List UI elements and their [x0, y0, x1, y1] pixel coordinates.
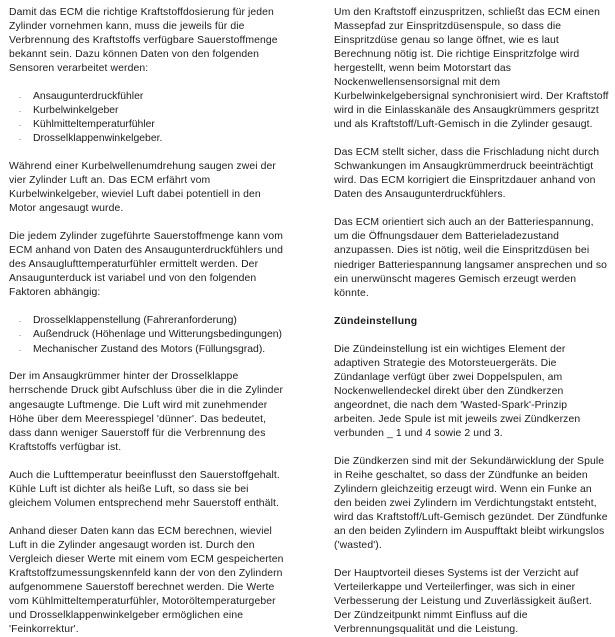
paragraph-line: Der Hauptvorteil dieses Systems ist der Verzicht auf	[334, 567, 579, 579]
paragraph-ecm-kraftstoffdosierung	[9, 6, 314, 76]
section-heading-line: Zündeinstellung	[334, 315, 418, 327]
paragraph-line: Kurbelwinkelgebersignal synchronisiert wird. Der Kraftstoff	[334, 91, 609, 103]
bullet-point-icon: ·	[18, 92, 22, 103]
paragraph-line: Der im Ansaugkrümmer hinter der Drosselklappe	[9, 371, 239, 383]
list-item-label: Kühlmitteltemperaturfühler	[33, 119, 155, 131]
paragraph-line: Zündanlage verfügt über zwei Doppelspulen, am	[334, 371, 563, 383]
paragraph-line: Sensoren verarbeitet werden:	[9, 63, 149, 75]
paragraph-line: Während einer Kurbelwellenumdrehung saugen zwei der	[9, 161, 276, 173]
paragraph-line: Zylindern gleichzeitig erzeugt wird. Wenn ein Funke an	[334, 483, 592, 495]
paragraph-line: vier Zylinder Luft an. Das ECM erfährt vom	[9, 175, 211, 187]
paragraph-line: und Drosselklappenwinkelgeber ermöglichen eine	[9, 609, 244, 621]
paragraph-line: und als Kraftstoff/Luft-Gemisch in die Zylinder gesaugt.	[334, 119, 593, 131]
bullet-point-icon: ·	[18, 134, 22, 145]
list-item-label: Außendruck (Höhenlage und Witterungsbedingungen)	[33, 329, 282, 341]
bullet-list-faktoren	[9, 314, 314, 356]
paragraph-line: angesaugte Luftmenge. Die Luft wird mit zunehmender	[9, 399, 268, 411]
paragraph-kurbelwellenumdrehung	[9, 160, 314, 216]
paragraph-line: Damit das ECM die richtige Kraftstoffdosierung für jeden	[9, 7, 274, 18]
paragraph-line: Einspritzdüse genau so lange öffnet, wie es laut	[334, 35, 559, 47]
bullet-list-sensoren	[9, 90, 314, 146]
paragraph-frischladung	[334, 146, 610, 202]
paragraph-line: Kraftstoffs verfügbar ist.	[9, 441, 122, 453]
heading-zuendeinstellung	[334, 315, 610, 329]
paragraph-line: Faktoren abhängig:	[9, 287, 101, 299]
paragraph-line: wird in die Einlasskanäle des Ansaugkrümmers gespritzt	[334, 105, 599, 117]
paragraph-line: verbunden _ 1 und 4 sowie 2 und 3.	[334, 427, 503, 439]
list-item	[9, 328, 314, 342]
paragraph-line: wird. Das ECM korrigiert die Einspritzdauer anhand von	[334, 175, 596, 187]
paragraph-line: ('wasted').	[334, 540, 382, 551]
paragraph-feinkorrektur	[9, 525, 314, 637]
list-item	[9, 90, 314, 104]
paragraph-line: Ansaugunterduck ist variabel und von den folgenden	[9, 273, 257, 285]
paragraph-line: könnte.	[334, 287, 369, 299]
paragraph-line: gleichem Volumen entsprechend mehr Sauerstoff enthält.	[9, 497, 279, 509]
paragraph-line: herrschende Druck gibt Aufschluss über die in die Zylinder	[9, 385, 284, 397]
paragraph-line: Vergleich dieser Werte mit einem vom ECM gespeicherten	[9, 553, 284, 565]
paragraph-line: Nockenwellensensorsignal mit dem	[334, 77, 501, 89]
bullet-point-icon: ·	[18, 120, 22, 131]
paragraph-line: Kraftstoffzumessungskennfeld kann der von den Zylindern	[9, 567, 283, 579]
paragraph-zuendkerzen-reihe	[334, 455, 610, 553]
paragraph-line: um die Öffnungsdauer dem Batterieladezustand	[334, 231, 560, 243]
paragraph-einspritzung	[334, 6, 610, 132]
paragraph-line: wird das Kraftstoff/Luft-Gemisch gezündet. Der Zündfunke	[334, 511, 608, 523]
paragraph-line: Die Zündkerzen sind mit der Sekundärwicklung der Spule	[334, 455, 605, 467]
list-item	[9, 104, 314, 118]
paragraph-line: Massepfad zur Einspritzdüsenspule, so dass die	[334, 21, 562, 33]
paragraph-line: Die Zündeinstellung ist ein wichtiges Element der	[334, 343, 566, 355]
list-item	[9, 132, 314, 146]
paragraph-line: Luft in die Zylinder angesaugt worden ist. Durch den	[9, 539, 255, 551]
paragraph-line: Die jedem Zylinder zugeführte Sauerstoffmenge kann vom	[9, 231, 283, 243]
paragraph-line: Das ECM orientiert sich auch an der Batteriespannung,	[334, 217, 594, 229]
paragraph-line: des Ansauglufttemperaturfühler ermittelt werden. Der	[9, 259, 259, 271]
paragraph-line: angeordnet, die nach dem 'Wasted-Spark'-Prinzip	[334, 399, 568, 411]
paragraph-line: Auch die Lufttemperatur beeinflusst den Sauerstoffgehalt.	[9, 469, 280, 481]
paragraph-line: Verbesserung der Leistung und Zuverlässigkeit äußert.	[334, 596, 592, 608]
paragraph-line: 'Feinkorrektur'.	[9, 623, 79, 635]
paragraph-sauerstoffmenge-faktoren	[9, 230, 314, 300]
bullet-point-icon: ·	[18, 316, 22, 327]
paragraph-line: Daten des Ansaugunterdruckfühlers.	[334, 189, 506, 201]
paragraph-line: anzupassen. Dies ist nötig, weil die Einspritzdüsen bei	[334, 245, 590, 257]
paragraph-line: ECM anhand von Daten des Ansaugunterdruckfühlers und	[9, 245, 284, 257]
paragraph-line: Berechnung nötig ist. Die richtige Einspritzfolge wird	[334, 49, 580, 61]
bullet-point-icon: ·	[18, 344, 22, 355]
list-item	[9, 118, 314, 132]
paragraph-line: an den beiden Zylindern im Auspufftakt bleibt wirkungslos	[334, 525, 605, 537]
paragraph-line: dass dann weniger Sauerstoff für die Verbrennung des	[9, 427, 266, 439]
list-item-label: Drosselklappenwinkelgeber.	[33, 133, 163, 145]
paragraph-line: Schwankungen im Ansaugkrümmerdruck beeinträchtigt	[334, 161, 594, 173]
list-item	[9, 314, 314, 328]
paragraph-line: Zylinder vornehmen kann, muss die jeweils für die	[9, 21, 245, 33]
paragraph-line: ein unerwünscht mageres Gemisch erzeugt werden	[334, 273, 577, 285]
paragraph-lufttemperatur	[9, 469, 314, 511]
paragraph-line: den beiden zwei Zylindern im Verdichtungstakt entsteht,	[334, 497, 597, 509]
paragraph-line: bekannt sein. Dazu können Daten von den folgenden	[9, 49, 260, 61]
paragraph-line: arbeiten. Jede Spule ist mit jeweils zwei Zündkerzen	[334, 413, 581, 425]
text-column-right	[334, 6, 610, 637]
paragraph-line: Anhand dieser Daten kann das ECM berechnen, wieviel	[9, 525, 272, 537]
paragraph-line: in Reihe geschaltet, so dass der Zündfunke an beiden	[334, 469, 588, 481]
bullet-point-icon: ·	[18, 106, 22, 117]
paragraph-line: Das ECM stellt sicher, dass die Frischladung nicht durch	[334, 147, 600, 159]
paragraph-line: Nockenwellendeckel direkt über den Zündkerzen	[334, 385, 564, 397]
paragraph-line: hergestellt, wenn beim Motorstart das	[334, 63, 512, 75]
paragraph-line: Kühle Luft ist dichter als heiße Luft, so dass sie bei	[9, 483, 249, 495]
bullet-point-icon: ·	[18, 330, 22, 341]
list-item-label: Drosselklappenstellung (Fahreranforderung)	[33, 315, 237, 327]
list-item-label: Mechanischer Zustand des Motors (Füllungsgrad).	[33, 343, 266, 355]
text-column-left	[9, 6, 314, 637]
paragraph-hauptvorteil	[334, 567, 610, 637]
paragraph-line: Kurbelwinkelgeber, wieviel Luft dabei potentiell in den	[9, 189, 261, 201]
paragraph-line: vom Kühlmitteltemperaturfühler, Motoröltemperaturgeber	[9, 595, 276, 607]
list-item	[9, 343, 314, 357]
paragraph-line: Höhe über dem Meeresspiegel 'dünner'. Das bedeutet,	[9, 413, 267, 425]
paragraph-line: Verbrennungsqualität und die Leistung.	[334, 624, 519, 636]
paragraph-line: Verteilerkappe und Verteilerfinger, was sich in einer	[334, 581, 576, 593]
paragraph-line: Verbrennung des Kraftstoffs verfügbare Sauerstoffmenge	[9, 35, 278, 47]
paragraph-zuendanlage-doppelspulen	[334, 343, 610, 441]
paragraph-line: Um den Kraftstoff einzuspritzen, schließt das ECM einen	[334, 7, 600, 18]
paragraph-line: aufgenommene Sauerstoff berechnet werden. Die Werte	[9, 581, 275, 593]
list-item-label: Kurbelwinkelgeber	[33, 105, 119, 117]
paragraph-line: Motor angesaugt wurde.	[9, 203, 124, 215]
paragraph-line: niedriger Batteriespannung langsamer ansprechen und so	[334, 259, 608, 271]
paragraph-line: Der Zündzeitpunkt nimmt Einfluss auf die	[334, 610, 528, 622]
paragraph-line: adaptiven Strategie des Motorsteuergeräts. Die	[334, 357, 557, 369]
list-item-label: Ansaugunterdruckfühler	[33, 91, 144, 103]
paragraph-ansaugkruemmer-druck	[9, 370, 314, 454]
paragraph-batteriespannung	[334, 216, 610, 300]
